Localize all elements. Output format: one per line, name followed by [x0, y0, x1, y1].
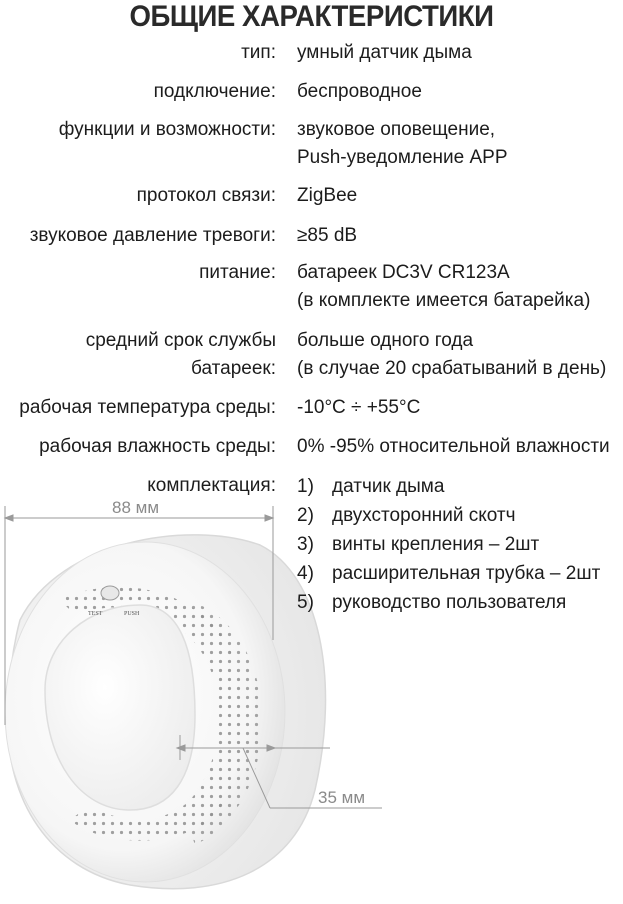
spec-value-line: (в комплекте имеется батарейка)	[297, 290, 591, 311]
spec-label: комплектация:	[147, 475, 276, 496]
spec-label: функции и возможности:	[58, 119, 276, 140]
spec-value-line: больше одного года	[297, 330, 474, 351]
list-item	[297, 588, 600, 617]
spec-value-line: звуковое оповещение,	[297, 119, 496, 140]
spec-label: тип:	[241, 42, 276, 63]
list-item	[297, 559, 600, 588]
test-button-icon	[101, 586, 119, 600]
list-item-number: 5)	[297, 592, 314, 613]
diameter-label: 88 мм	[112, 498, 160, 517]
list-item-text: винты крепления – 2шт	[332, 534, 540, 555]
spec-value-line: Push-уведомление APP	[297, 147, 508, 168]
list-item-text: руководство пользователя	[332, 592, 567, 613]
spec-value-line: умный датчик дыма	[297, 42, 472, 63]
page-title: ОБЩИЕ ХАРАКТЕРИСТИКИ	[129, 0, 494, 33]
list-item	[297, 501, 600, 530]
list-item-number: 2)	[297, 505, 314, 526]
list-item-text: датчик дыма	[332, 476, 445, 497]
list-item-number: 4)	[297, 563, 314, 584]
spec-value-line: ZigBee	[297, 185, 358, 206]
kit-list	[297, 472, 600, 617]
spec-label: звуковое давление тревоги:	[29, 225, 276, 246]
spec-label: рабочая температура среды:	[19, 397, 276, 418]
list-item-text: двухсторонний скотч	[332, 505, 516, 526]
spec-label-line: батареек:	[191, 358, 276, 379]
spec-label-line: средний срок службы	[85, 330, 276, 351]
spec-label: подключение:	[153, 81, 276, 102]
spec-label: питание:	[199, 262, 276, 283]
spec-value-line: (в случае 20 срабатываний в день)	[297, 358, 607, 379]
list-item-text: расширительная трубка – 2шт	[332, 563, 601, 584]
spec-value-line: -10°C ÷ +55°C	[297, 397, 421, 418]
spec-label: рабочая влажность среды:	[39, 436, 276, 457]
list-item-number: 1)	[297, 476, 314, 497]
list-item	[297, 530, 600, 559]
test-label: TEST	[88, 611, 103, 617]
spec-value-line: 0% -95% относительной влажности	[297, 436, 610, 457]
list-item-number: 3)	[297, 534, 314, 555]
spec-value-line: ≥85 dB	[297, 225, 358, 246]
spec-label: протокол связи:	[136, 185, 276, 206]
list-item	[297, 472, 600, 501]
height-label: 35 мм	[318, 788, 366, 807]
spec-value-line: батареек DC3V CR123A	[297, 262, 510, 283]
spec-value-line: беспроводное	[297, 81, 422, 102]
push-label: PUSH	[124, 611, 140, 617]
